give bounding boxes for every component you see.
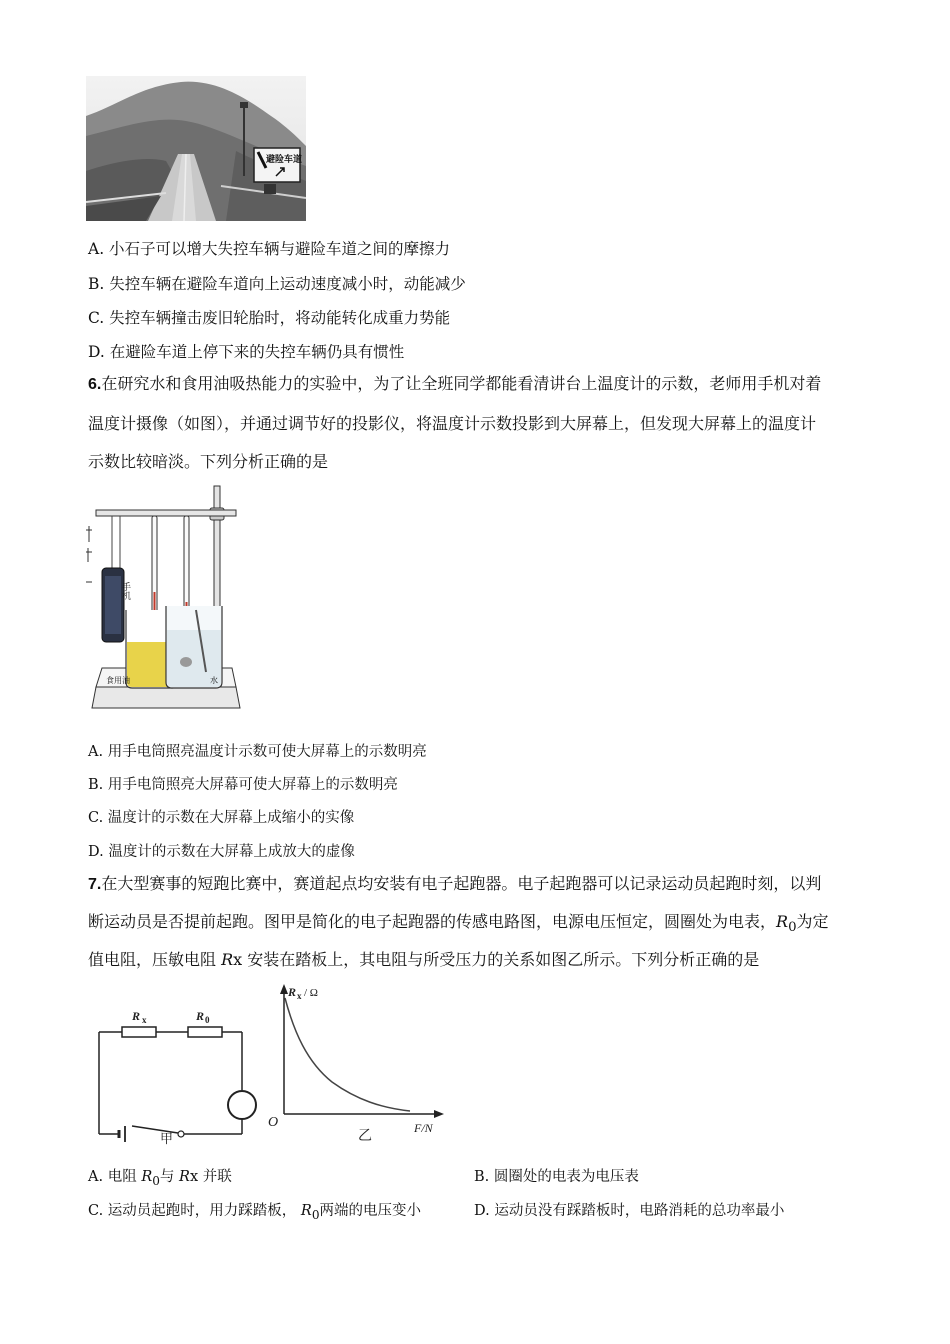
q7-resistance-graph [262, 982, 452, 1142]
q7-option-a [88, 1167, 232, 1191]
rx-force-curve [285, 998, 410, 1111]
q7-option-c-text: C. 运动员起跑时，用力踩踏板， [88, 1203, 301, 1219]
q6-option-c: C. 温度计的示数在大屏幕上成缩小的实像 [88, 810, 355, 826]
phone-label: 手机 [121, 582, 131, 600]
q7-option-a-mid: 与 [159, 1169, 180, 1185]
q6-figure [86, 482, 246, 714]
q7-stem-text-3b: x 安装在踏板上，其电阻与所受压力的关系如图乙所示。下列分析正确的是 [233, 950, 760, 969]
q6-option-a: A. 用手电筒照亮温度计示数可使大屏幕上的示数明亮 [88, 744, 427, 760]
q7-option-d: D. 运动员没有踩踏板时，电路消耗的总功率最小 [474, 1203, 785, 1219]
subscript: 0 [311, 1207, 320, 1222]
r0-label: R [196, 1009, 205, 1023]
q7-stem-line-1 [88, 874, 821, 895]
q7-stem-line-2 [88, 912, 829, 938]
q7-option-a-text: A. 电阻 [88, 1169, 142, 1185]
q6-stem-line-1 [88, 374, 821, 395]
oil-label: 食用油 [106, 676, 130, 685]
graph-caption: 乙 [358, 1129, 372, 1142]
q7-stem-text-3a: 值电阻，压敏电阻 [88, 950, 222, 969]
q7-stem-line-3 [88, 950, 759, 970]
symbol-r: R [221, 950, 234, 969]
q7-number: 7. [88, 876, 102, 893]
symbol-r: R [141, 1169, 153, 1185]
y-axis-unit: / Ω [304, 987, 318, 999]
symbol-r: R [776, 912, 789, 931]
q7-stem-tail-2: 为定 [796, 912, 829, 931]
q7-stem-text-2: 断运动员是否提前起跑。图甲是简化的电子起跑器的传感电路图，电源电压恒定，圆圈处为电表， [88, 912, 777, 931]
r0-sub: 0 [205, 1015, 210, 1025]
q6-option-d: D. 温度计的示数在大屏幕上成放大的虚像 [88, 844, 355, 860]
q5-option-c: C. 失控车辆撞击废旧轮胎时，将动能转化成重力势能 [88, 309, 451, 327]
q5-option-d: D. 在避险车道上停下来的失控车辆仍具有惯性 [88, 343, 405, 361]
subscript: 0 [152, 1173, 160, 1188]
q6-stem-line-2: 温度计摄像（如图），并通过调节好的投影仪，将温度计示数投影到大屏幕上，但发现大屏幕上的温度计 [88, 414, 817, 433]
q7-circuit-diagram [92, 996, 262, 1146]
rx-label: R [132, 1009, 141, 1023]
y-axis-sub: x [297, 991, 302, 1001]
q5-option-b: B. 失控车辆在避险车道向上运动速度减小时，动能减少 [88, 275, 466, 293]
q7-stem-text-1: 在大型赛事的短跑比赛中，赛道起点均安装有电子起跑器。电子起跑器可以记录运动员起跑时刻，以判 [101, 874, 822, 893]
q6-stem-text-1: 在研究水和食用油吸热能力的实验中，为了让全班同学都能看清讲台上温度计的示数，老师用手机对着 [101, 374, 822, 393]
escape-lane-photo [86, 76, 306, 221]
q6-option-b: B. 用手电筒照亮大屏幕可使大屏幕上的示数明亮 [88, 777, 398, 793]
q5-option-a: A. 小石子可以增大失控车辆与避险车道之间的摩擦力 [88, 240, 451, 258]
q6-stem-line-3: 示数比较暗淡。下列分析正确的是 [88, 452, 329, 471]
origin-label: O [268, 1115, 279, 1130]
y-axis-label: R [288, 985, 297, 999]
q7-option-a-post: x 并联 [189, 1169, 232, 1185]
symbol-r: R [179, 1169, 190, 1185]
q6-number: 6. [88, 376, 102, 393]
subscript: 0 [788, 920, 797, 936]
circuit-caption: 甲 [160, 1131, 174, 1146]
rx-sub: x [142, 1015, 147, 1025]
q7-option-b: B. 圆圈处的电表为电压表 [474, 1169, 639, 1185]
q7-option-c-post: 两端的电压变小 [319, 1203, 422, 1219]
x-axis-label: F/N [414, 1121, 433, 1135]
q7-option-c [88, 1201, 421, 1225]
sign-text: 避险车道 [266, 154, 303, 164]
symbol-r: R [300, 1203, 312, 1219]
water-label: 水 [210, 676, 218, 685]
